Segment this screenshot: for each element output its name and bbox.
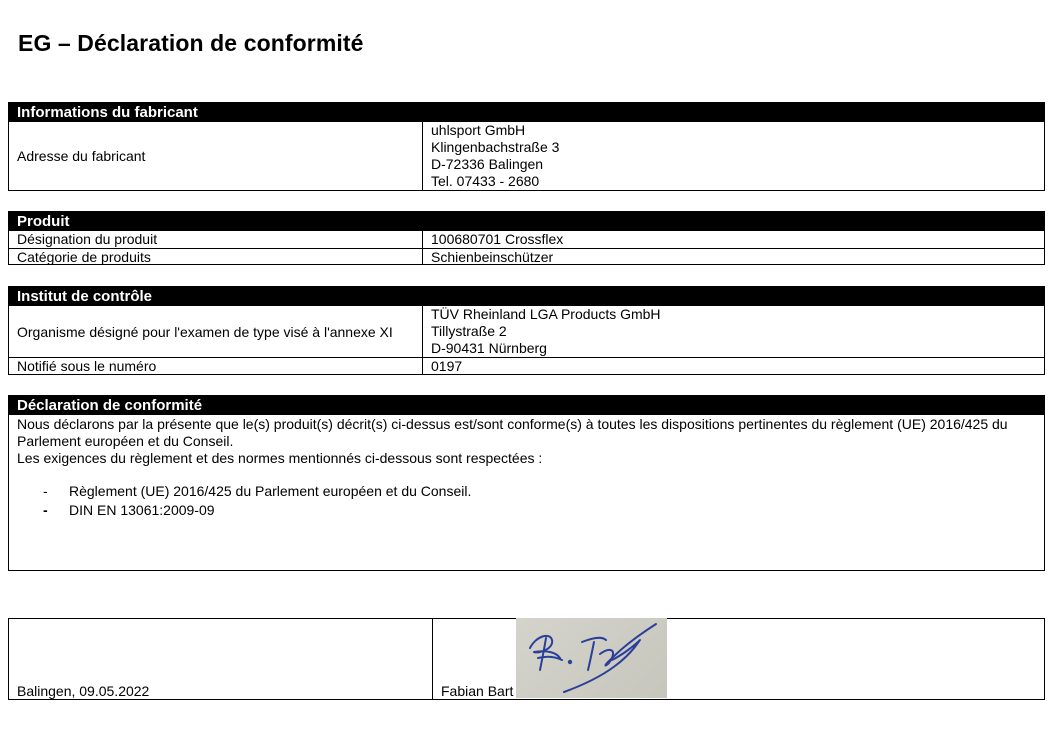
address-line: Tel. 07433 - 2680 (431, 173, 540, 189)
address-line: Klingenbachstraße 3 (431, 139, 560, 155)
product-category-label: Catégorie de produits (9, 249, 423, 265)
declaration-body (9, 415, 1044, 520)
declaration-heading: Déclaration de conformité (9, 396, 1044, 415)
standard-text: Règlement (UE) 2016/425 du Parlement européen et du Conseil. (69, 483, 472, 499)
signature-image (516, 618, 667, 698)
handwritten-signature-icon (516, 618, 667, 698)
notified-body-address (423, 306, 1044, 357)
standards-list (17, 482, 1036, 520)
bullet-dash: - (43, 483, 48, 499)
declaration-section (8, 395, 1045, 571)
place-date: Balingen, 09.05.2022 (17, 683, 150, 699)
manufacturer-address-label: Adresse du fabricant (9, 122, 423, 190)
manufacturer-section (8, 102, 1045, 191)
list-item (17, 501, 1036, 520)
list-item (17, 482, 1036, 501)
institute-line: TÜV Rheinland LGA Products GmbH (431, 306, 661, 322)
standard-text: DIN EN 13061:2009-09 (69, 502, 215, 518)
address-line: uhlsport GmbH (431, 122, 526, 138)
manufacturer-heading: Informations du fabricant (9, 103, 1044, 122)
product-designation-label: Désignation du produit (9, 231, 423, 248)
place-date-cell (9, 619, 433, 699)
signature-table (8, 618, 1045, 700)
bullet-dash: - (43, 502, 48, 518)
institute-heading: Institut de contrôle (9, 287, 1044, 306)
institute-section (8, 286, 1045, 375)
declaration-paragraph: Nous déclarons par la présente que le(s) produit(s) décrit(s) ci-dessus est/sont conforme(s) à toutes les dispositions pertinentes du règlement (UE) 2016/425 du Parlement européen et du Conseil. (17, 416, 1008, 449)
signatory-name: Fabian Bart (441, 683, 514, 699)
document-title: EG – Déclaration de conformité (18, 30, 364, 56)
institute-line: Tillystraße 2 (431, 323, 507, 339)
notified-number-label: Notifié sous le numéro (9, 358, 423, 374)
product-category-value: Schienbeinschützer (431, 249, 554, 265)
notified-number-value: 0197 (431, 358, 463, 374)
manufacturer-address (423, 122, 1044, 190)
declaration-requirements: Les exigences du règlement et des normes mentionnés ci-dessous sont respectées : (17, 450, 543, 466)
address-line: D-72336 Balingen (431, 156, 544, 172)
signature-cell (433, 619, 1044, 699)
institute-line: D-90431 Nürnberg (431, 340, 547, 356)
notified-body-label: Organisme désigné pour l'examen de type visé à l'annexe XI (9, 306, 423, 357)
product-designation-value: 100680701 Crossflex (431, 231, 564, 247)
product-heading: Produit (9, 212, 1044, 231)
product-section (8, 211, 1045, 265)
